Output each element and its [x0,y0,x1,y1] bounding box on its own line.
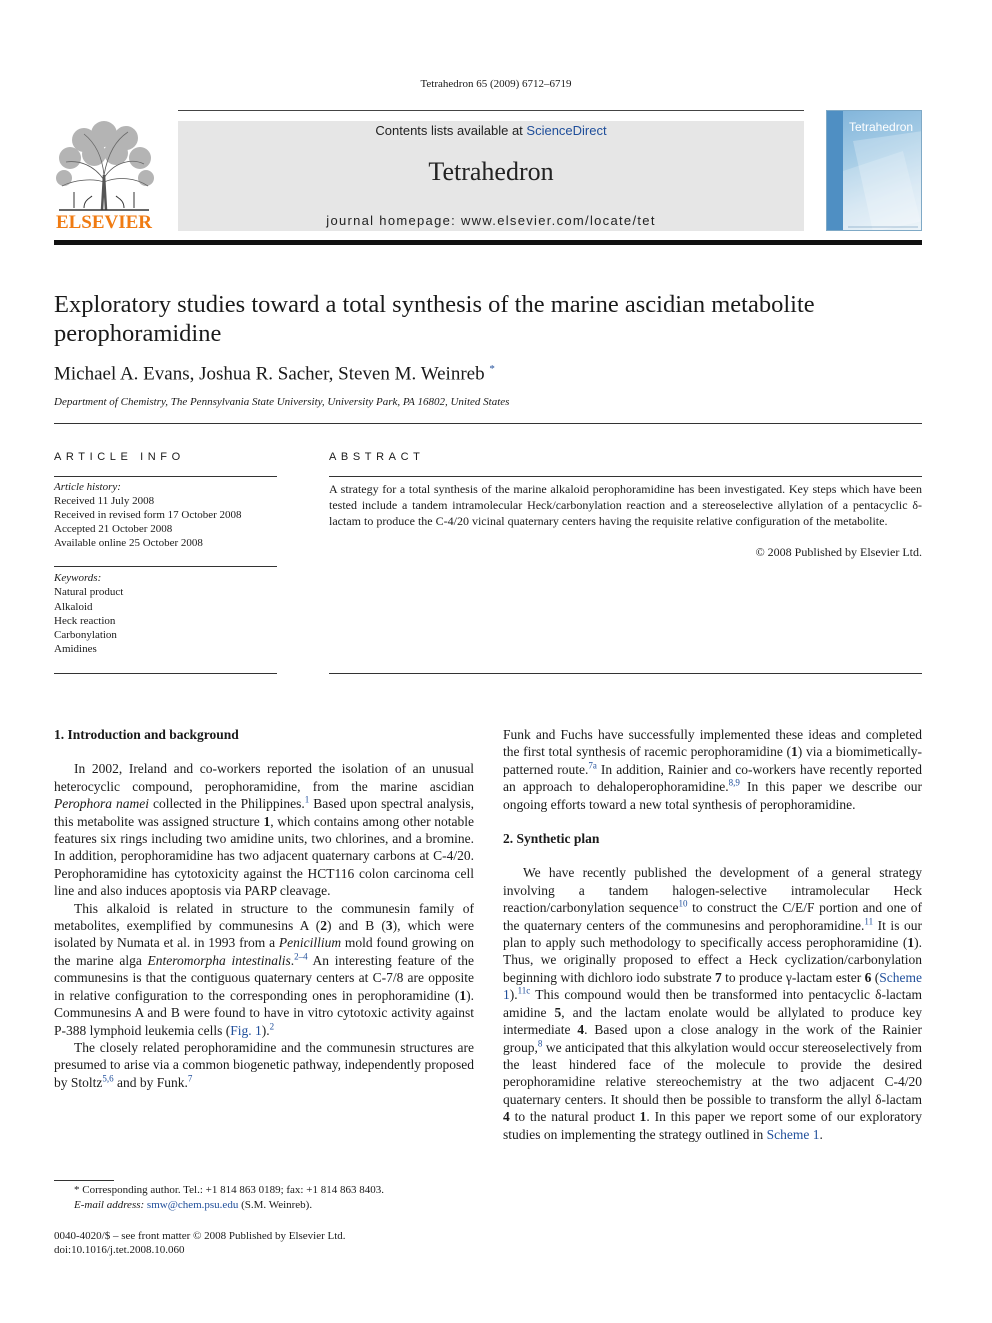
article-history [54,480,242,550]
footnote [54,1183,474,1213]
divider [54,673,277,674]
journal-citation: Tetrahedron 65 (2009) 6712–6719 [420,78,572,90]
journal-banner [178,121,804,231]
author-list [54,363,495,385]
section-heading-synthetic-plan: 2. Synthetic plan [503,831,600,847]
journal-homepage[interactable]: journal homepage: www.elsevier.com/locate/tet [326,213,656,228]
affiliation: Department of Chemistry, The Pennsylvania State University, University Park, PA 16802, United States [54,396,510,408]
body-paragraph: The closely related perophoramidine and the communesin structures are presumed to arise via a common biogenetic pathway, independently proposed by Stoltz$^{5,6}$ and by Funk.$^7$ [54,1039,474,1090]
divider [329,476,922,477]
body-paragraph: Funk and Fuchs have successfully implemented these ideas and completed the first total synthesis of racemic perophoramidine (1) via a biomimetically-patterned route.$^{7a}$ In addition, Rainier and co-workers have recently reported an approach to dehaloperophoramidine.$^{8,9}$ In this paper we describe our ongoing efforts toward a new total synthesis of perophoramidine. [503,727,923,812]
history-item: Received 11 July 2008 [54,495,155,507]
header-top-rule [178,110,804,111]
history-label: Article history: [54,481,121,493]
corresponding-author-note: * Corresponding author. Tel.: +1 814 863 0189; fax: +1 814 863 8403. [74,1184,384,1196]
body-paragraph: This alkaloid is related in structure to the communesin family of metabolites, exemplified by communesins A (2) and B (3), which were isolated by Numata et al. in 1993 from a Penicillium mold found growing on the marine alga Enteromorpha intestinalis.$^{2-4}$ An interesting feature of the communesins is that the contiguous quaternary centers at C-7/8 are opposite in relative configuration to the corresponding ones in perophoramidine (1). Communesins A and B were found to have in vitro cytotoxic activity against P-388 lymphoid leukemia cells (Fig. 1).$^2$ [54,900,475,1038]
footnote-rule [54,1180,114,1181]
history-item: Available online 25 October 2008 [54,537,203,549]
elsevier-logo [54,120,154,234]
keyword-item: Carbonylation [54,629,117,642]
journal-title: Tetrahedron [428,157,554,186]
sciencedirect-link[interactable]: ScienceDirect [526,123,607,138]
cover-title: Tetrahedron [849,120,914,134]
keyword-item: Natural product [54,586,124,599]
body-column-left [54,726,474,1091]
journal-cover-thumbnail [826,110,922,231]
email-line [54,1198,474,1213]
divider [54,476,277,477]
body-paragraph: We have recently published the development of a general strategy involving a tandem halogen-selective intramolecular Heck reaction/carbonylation sequence$^{10}$ to construct the C/E/F portion and one of the quaternary centers of the communesins and perophoramidine.$^{11}$ It is our plan to apply such methodology to specifically access perophoramidine (1). Thus, we originally proposed to effect a Heck cyclization/carbonylation beginning with dichloro iodo substrate 7 to produce γ-lactam ester 6 (Scheme 1).$^{11c}$ This compound would then be transformed into pentacyclic δ-lactam amidine 5, and the lactam enolate would be allylated to produce key intermediate 4. Based upon a close analogy in the work of the Rainier group,$^8$ we anticipated that this alkylation would occur stereoselectively from the least hindered face of the molecule to provide the desired perophoramidine relative stereochemistry at the two adjacent C-4/20 quaternary centers. It should then be possible to transform the allyl δ-lactam 4 to the natural product 1. In this paper we report some of our exploratory studies on implementing the strategy outlined in Scheme 1. [503,865,923,1142]
divider [329,673,922,674]
abstract-copyright: © 2008 Published by Elsevier Ltd. [755,545,922,559]
keyword-item: Amidines [54,643,97,656]
section-heading-introduction: 1. Introduction and background [54,727,239,742]
elsevier-tree-icon [54,120,154,212]
keywords-label: Keywords: [54,572,102,584]
keywords [54,571,123,657]
divider [54,566,277,567]
cover-strip [827,111,843,230]
issn-line: 0040-4020/$ – see front matter © 2008 Published by Elsevier Ltd. [54,1230,346,1242]
article-title: Exploratory studies toward a total synthesis of the marine ascidian metabolite perophoramidine [54,291,815,347]
article-info-heading: ARTICLE INFO [54,451,185,463]
contents-prefix: Contents lists available at [375,123,527,138]
email-suffix: (S.M. Weinreb). [238,1199,313,1211]
body-column-right [503,726,922,1143]
issn-doi [54,1229,346,1257]
abstract-heading: ABSTRACT [329,451,425,463]
corresponding-author-mark[interactable]: * [489,363,495,375]
body-paragraph: In 2002, Ireland and co-workers reported the isolation of an unusual heterocyclic compound, perophoramidine, from the marine ascidian Perophora namei collected in the Philippines.$^1$ Based upon spectral analysis, this metabolite was assigned structure 1, which contains among other notable features six rings including two amidine units, two chlorines, and a bromine. In addition, perophoramidine has two adjacent quaternary carbons at C-4/20. Perophoramidine has cytotoxicity against the HCT116 colon carcinoma cell line and also induces apoptosis via PARP cleavage. [54,761,474,899]
email-link[interactable]: smw@chem.psu.edu [146,1199,239,1211]
history-item: Received in revised form 17 October 2008 [54,509,242,521]
history-item: Accepted 21 October 2008 [54,523,173,535]
abstract-text: A strategy for a total synthesis of the marine alkaloid perophoramidine has been investigated. Key steps which have been tested include a tandem intramolecular Heck/carbonylation reaction and a stereoselective allylation of a pentacyclic δ-lactam to produce the C-4/20 vicinal quaternary centers having the requisite relative configuration of the metabolite. [329,482,922,528]
keyword-item: Heck reaction [54,614,116,627]
email-label: E-mail address: [74,1199,147,1211]
header-thick-rule [54,240,922,245]
authors-text: Michael A. Evans, Joshua R. Sacher, Steven M. Weinreb [54,363,485,385]
contents-line [178,121,804,138]
keyword-item: Alkaloid [54,600,93,613]
doi-line[interactable]: doi:10.1016/j.tet.2008.10.060 [54,1244,185,1256]
divider [54,423,922,424]
elsevier-wordmark: ELSEVIER [55,212,153,233]
